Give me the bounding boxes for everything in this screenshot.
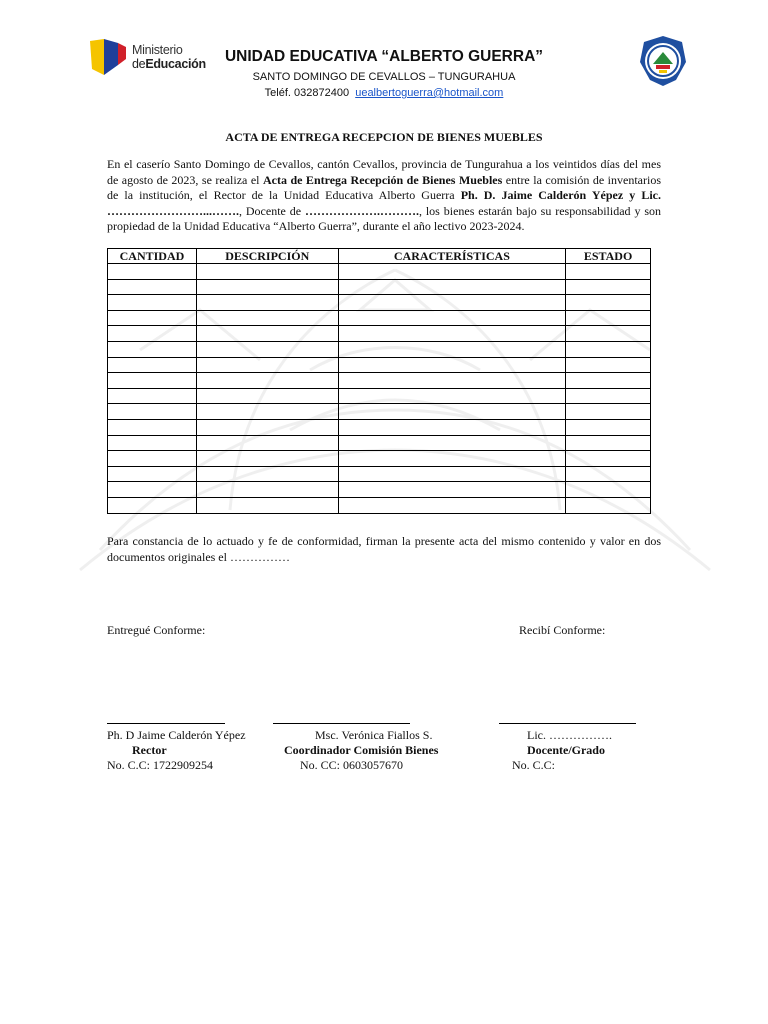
document-title: ACTA DE ENTREGA RECEPCION DE BIENES MUEBLES (225, 130, 543, 144)
phone-number: Teléf. 032872400 (264, 87, 350, 99)
assets-table (107, 248, 651, 514)
school-crest-icon (636, 34, 690, 88)
table-row (108, 435, 651, 451)
intro-paragraph: En el caserío Santo Domingo de Cevallos, cantón Cevallos, provincia de Tungurahua a los veintidos días del mes de agosto de 2023, se realiza el Acta de Entrega Recepción de Bienes Muebles entre la comisión de inventarios de la institución, el Rector de la Unidad Educativa Alberto Guerra Ph. D. Jaime Calderón Yépez y Lic. ……………………...……., Docente de ……………….………., los bienes estarán bajo su responsabilidad y son propiedad de la Unidad Educativa “Alberto Guerra”, durante el año lectivo 2023-2024. (107, 157, 661, 233)
table-cell (566, 419, 651, 435)
signature-line-teacher (499, 723, 636, 724)
table-row (108, 295, 651, 311)
received-label: Recibí Conforme: (519, 623, 606, 637)
table-cell (566, 466, 651, 482)
table-cell (108, 482, 197, 498)
table-cell (196, 310, 338, 326)
table-cell (338, 451, 566, 467)
table-row (108, 388, 651, 404)
signature-block-rector (107, 728, 246, 773)
ministry-line1: Ministerio (132, 43, 183, 57)
table-cell (196, 341, 338, 357)
table-cell (196, 264, 338, 280)
table-row (108, 404, 651, 420)
letterhead (0, 30, 768, 100)
table-cell (566, 497, 651, 513)
table-row (108, 357, 651, 373)
table-cell (108, 451, 197, 467)
table-cell (108, 295, 197, 311)
signer-name: Lic. ……………. (527, 728, 612, 742)
table-row (108, 451, 651, 467)
table-cell (196, 279, 338, 295)
signer-id: No. C.C: 1722909254 (107, 758, 214, 772)
table-row (108, 264, 651, 280)
table-row (108, 466, 651, 482)
table-cell (338, 466, 566, 482)
ministry-line2: deEducación (132, 57, 206, 71)
table-cell (108, 497, 197, 513)
signature-line-coordinator (273, 723, 410, 724)
table-cell (338, 497, 566, 513)
table-cell (566, 341, 651, 357)
delivered-label: Entregué Conforme: (107, 623, 206, 637)
table-cell (338, 326, 566, 342)
signer-role: Rector (132, 743, 167, 757)
table-row (108, 310, 651, 326)
table-cell (196, 388, 338, 404)
table-cell (196, 466, 338, 482)
table-cell (108, 404, 197, 420)
table-row (108, 482, 651, 498)
table-cell (566, 310, 651, 326)
table-cell (338, 279, 566, 295)
table-body (108, 264, 651, 514)
table-row (108, 326, 651, 342)
signature-block-coordinator (284, 728, 438, 773)
school-location: SANTO DOMINGO DE CEVALLOS – TUNGURAHUA (252, 71, 516, 83)
table-row (108, 497, 651, 513)
signer-name: Msc. Verónica Fiallos S. (315, 728, 433, 742)
table-cell (196, 419, 338, 435)
table-row (108, 419, 651, 435)
table-cell (566, 373, 651, 389)
col-descripcion: DESCRIPCIÓN (196, 249, 338, 264)
table-cell (566, 264, 651, 280)
signer-id: No. CC: 0603057670 (300, 758, 404, 772)
table-cell (338, 435, 566, 451)
table-cell (338, 419, 566, 435)
col-caracteristicas: CARACTERÍSTICAS (338, 249, 566, 264)
table-cell (338, 357, 566, 373)
table-cell (196, 404, 338, 420)
email-link[interactable]: uealbertoguerra@hotmail.com (355, 87, 504, 99)
table-cell (566, 295, 651, 311)
table-cell (338, 341, 566, 357)
table-cell (196, 295, 338, 311)
table-cell (338, 388, 566, 404)
table-cell (108, 419, 197, 435)
table-cell (566, 388, 651, 404)
signer-role: Coordinador Comisión Bienes (284, 743, 439, 757)
table-cell (338, 310, 566, 326)
col-estado: ESTADO (566, 249, 651, 264)
table-cell (566, 279, 651, 295)
table-cell (196, 435, 338, 451)
table-cell (108, 388, 197, 404)
table-cell (196, 326, 338, 342)
table-cell (566, 357, 651, 373)
school-contact (0, 87, 768, 99)
table-cell (108, 435, 197, 451)
table-cell (196, 357, 338, 373)
table-cell (566, 326, 651, 342)
table-cell (108, 326, 197, 342)
table-cell (108, 357, 197, 373)
signer-id: No. C.C: (512, 758, 556, 772)
table-cell (108, 373, 197, 389)
signer-name: Ph. D Jaime Calderón Yépez (107, 728, 246, 742)
signer-role: Docente/Grado (527, 743, 605, 757)
table-cell (196, 482, 338, 498)
signature-line-rector (107, 723, 225, 724)
closing-paragraph: Para constancia de lo actuado y fe de conformidad, firman la presente acta del mismo contenido y valor en dos documentos originales el …………… (107, 534, 661, 564)
table-cell (566, 435, 651, 451)
table-cell (196, 497, 338, 513)
table-row (108, 373, 651, 389)
table-cell (338, 482, 566, 498)
table-row (108, 341, 651, 357)
table-cell (108, 310, 197, 326)
table-cell (108, 264, 197, 280)
table-cell (566, 404, 651, 420)
table-row (108, 279, 651, 295)
table-cell (108, 279, 197, 295)
table-cell (566, 451, 651, 467)
table-header-row (108, 249, 651, 264)
signature-block-teacher (512, 728, 612, 773)
table-cell (108, 466, 197, 482)
table-cell (338, 373, 566, 389)
table-cell (196, 451, 338, 467)
table-cell (566, 482, 651, 498)
table-cell (108, 341, 197, 357)
table-cell (338, 404, 566, 420)
table-cell (338, 295, 566, 311)
school-name: UNIDAD EDUCATIVA “ALBERTO GUERRA” (224, 48, 544, 65)
col-cantidad: CANTIDAD (108, 249, 197, 264)
table-cell (338, 264, 566, 280)
table-cell (196, 373, 338, 389)
